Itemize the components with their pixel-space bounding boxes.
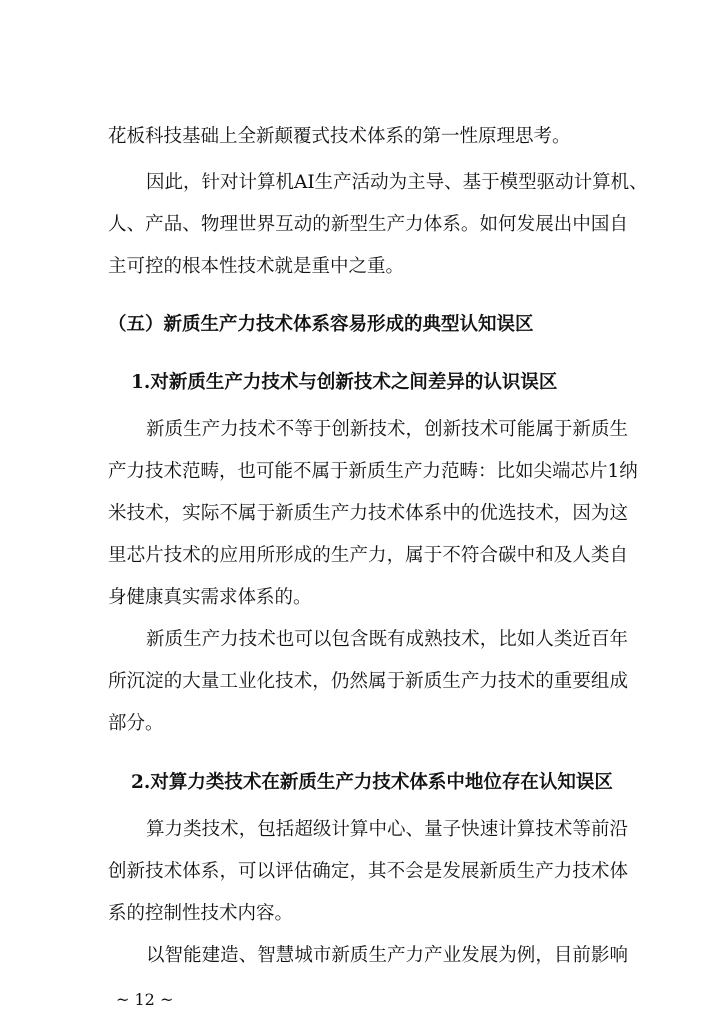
paragraph-line: 创新技术体系，可以评估确定，其不会是发展新质生产力技术体	[108, 861, 628, 882]
paragraph-line: 系的控制性技术内容。	[108, 903, 294, 924]
paragraph-line: 主可控的根本性技术就是重中之重。	[108, 256, 405, 277]
paragraph-line: 产力技术范畴，也可能不属于新质生产力范畴：比如尖端芯片1纳	[108, 461, 638, 482]
paragraph-line: 米技术，实际不属于新质生产力技术体系中的优选技术，因为这	[108, 503, 628, 524]
page-number: ~ 12 ~	[116, 990, 174, 1009]
paragraph-line: 所沉淀的大量工业化技术，仍然属于新质生产力技术的重要组成	[108, 671, 628, 692]
paragraph-line: 新质生产力技术不等于创新技术，创新技术可能属于新质生	[146, 419, 628, 440]
paragraph-line: 花板科技基础上全新颠覆式技术体系的第一性原理思考。	[108, 126, 571, 147]
subsection-heading: 2.对算力类技术在新质生产力技术体系中地位存在认知误区	[131, 772, 613, 793]
paragraph-line: 以智能建造、智慧城市新质生产力产业发展为例，目前影响	[146, 945, 628, 966]
paragraph-line: 里芯片技术的应用所形成的生产力，属于不符合碳中和及人类自	[108, 545, 628, 566]
paragraph-line: 新质生产力技术也可以包含既有成熟技术，比如人类近百年	[146, 629, 628, 650]
paragraph-line: 人、产品、物理世界互动的新型生产力体系。如何发展出中国自	[108, 214, 628, 235]
section-heading: （五）新质生产力技术体系容易形成的典型认知误区	[108, 314, 534, 335]
paragraph-line: 身健康真实需求体系的。	[108, 587, 312, 608]
paragraph-line: 部分。	[108, 713, 164, 734]
paragraph-line: 因此，针对计算机AI生产活动为主导、基于模型驱动计算机、	[146, 172, 648, 193]
paragraph-line: 算力类技术，包括超级计算中心、量子快速计算技术等前沿	[146, 819, 628, 840]
subsection-heading: 1.对新质生产力技术与创新技术之间差异的认识误区	[131, 372, 558, 393]
